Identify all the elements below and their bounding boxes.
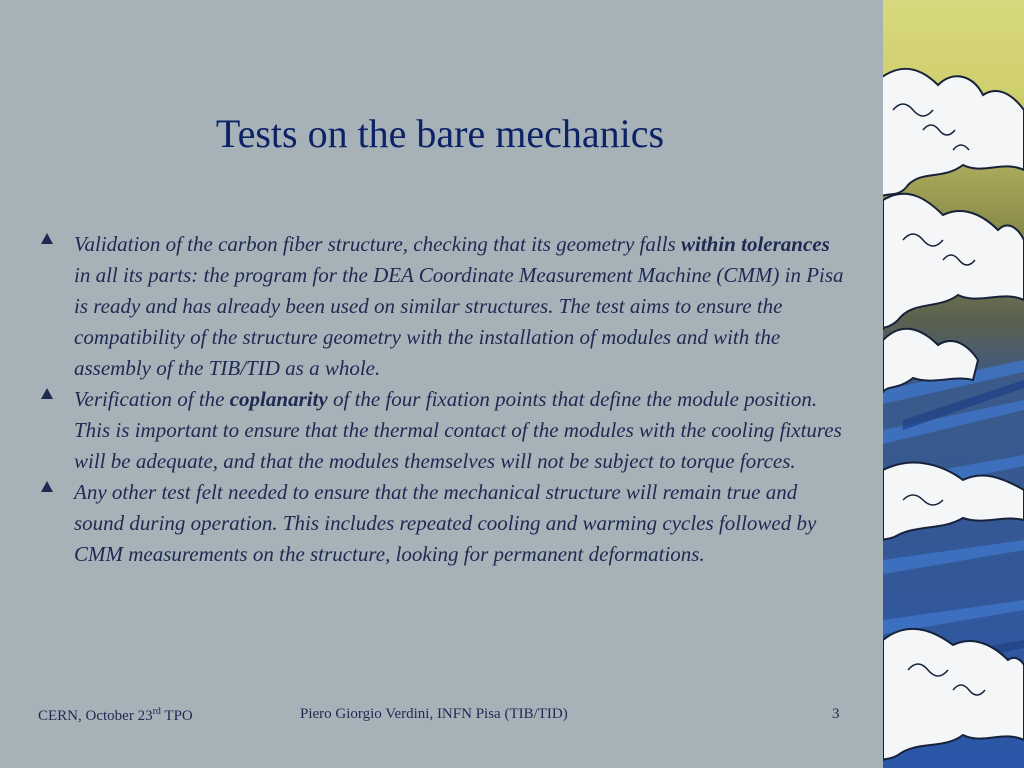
bullet-text: Any other test felt needed to ensure that the mechanical structure will remain true and sound during operation. This includes repeated cooling and warming cycles followed by CMM measurements on the structure, looking for permanent deformations. — [74, 480, 817, 566]
bullet-text: Validation of the carbon fiber structure, checking that its geometry falls — [74, 232, 681, 256]
bullet-item — [40, 384, 848, 477]
triangle-bullet-icon — [40, 480, 54, 494]
slide-title: Tests on the bare mechanics — [215, 111, 665, 156]
bullet-text: in all its parts: the program for the DEA Coordinate Measurement Machine (CMM) in Pisa is ready and has already been used on similar structures. The test aims to ensure the compatibility of the structure geometry with the installation of modules and with the assembly of the TIB/TID as a whole. — [74, 263, 844, 380]
triangle-bullet-icon — [40, 232, 54, 246]
page-number: 3 — [832, 706, 840, 722]
bullet-emphasis: within tolerances — [680, 232, 830, 256]
footer-date-suffix: rd — [152, 706, 161, 717]
bullet-list — [40, 229, 848, 570]
wave-decoration-icon — [883, 0, 1024, 768]
bullet-item — [40, 229, 848, 384]
bullet-item — [40, 477, 848, 570]
bullet-text: of the four fixation points that define the module position. This is important to ensure that the thermal contact of the modules with the cooling fixtures will be adequate, and that the modules themselves will not be subject to torque forces. — [74, 387, 842, 473]
bullet-text: Verification of the — [74, 387, 230, 411]
footer-event: TPO — [160, 708, 193, 724]
triangle-bullet-icon — [40, 387, 54, 401]
footer-left — [38, 706, 193, 725]
footer-date: CERN, October 23 — [38, 708, 153, 724]
bullet-emphasis: coplanarity — [229, 387, 328, 411]
footer-author: Piero Giorgio Verdini, INFN Pisa (TIB/TID) — [300, 706, 568, 722]
